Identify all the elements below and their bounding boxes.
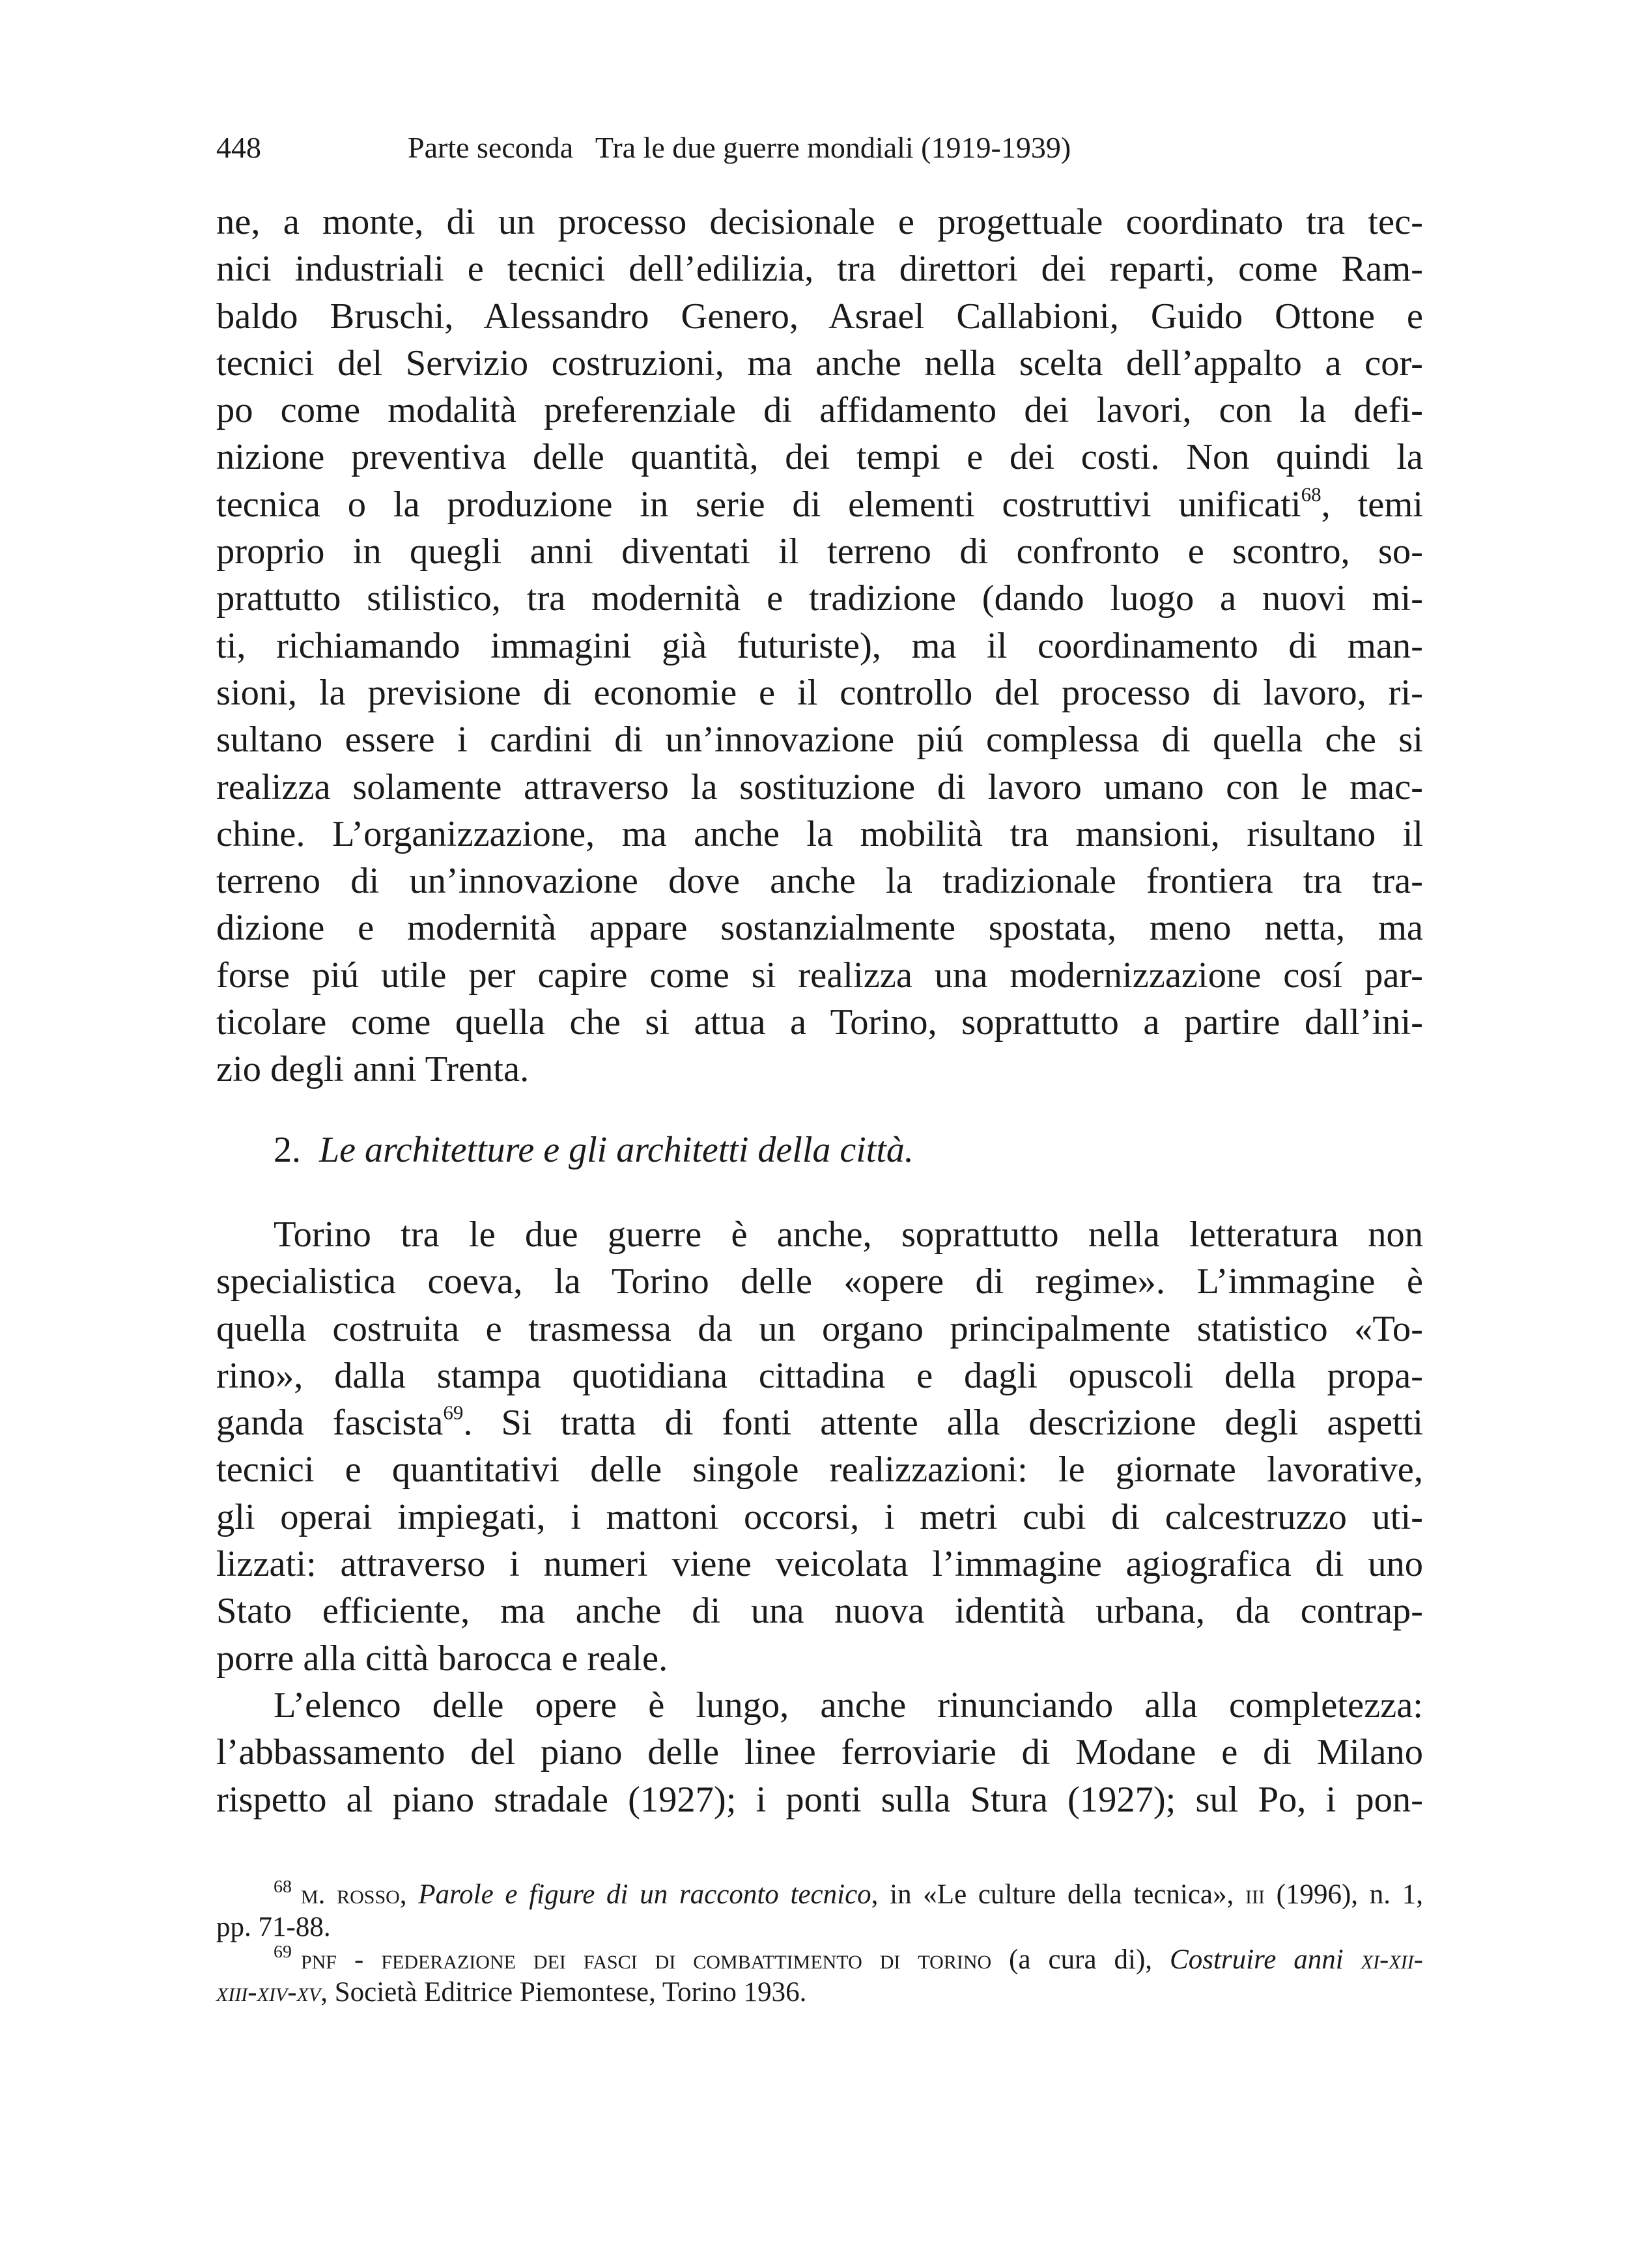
text-line: proprio in quegli anni diventati il terreno di confronto e scontro, so- [216, 531, 1423, 572]
text-line: porre alla città barocca e reale. [216, 1638, 668, 1679]
footnotes [216, 1879, 1423, 2009]
text-line: po come modalità preferenziale di affidamento dei lavori, con la defi- [216, 390, 1423, 431]
text-line: forse piú utile per capire come si realizza una modernizzazione cosí par- [216, 955, 1423, 996]
text-line: quella costruita e trasmessa da un organo principalmente statistico «To- [216, 1308, 1423, 1349]
text-line: Stato efficiente, ma anche di una nuova identità urbana, da contrap- [216, 1591, 1423, 1632]
text-line: baldo Bruschi, Alessandro Genero, Asrael Callabioni, Guido Ottone e [216, 296, 1423, 337]
text-segment: (1996), n. 1, [1264, 1879, 1423, 1910]
text-line: nizione preventiva delle quantità, dei tempi e dei costi. Non quindi la [216, 437, 1423, 478]
text-line: l’abbassamento del piano delle linee ferroviarie di Modane e di Milano [216, 1732, 1423, 1773]
section-number: 2. [274, 1130, 301, 1170]
footnote-title: Costruire anni [1170, 1944, 1361, 1975]
footnote-title: Parole e figure di un racconto tecnico [418, 1879, 871, 1910]
paragraph-1 [216, 199, 1423, 1093]
text-line: dizione e modernità appare sostanzialmente spostata, meno netta, ma [216, 908, 1423, 949]
footnote-68-continuation: pp. 71-88. [216, 1912, 331, 1942]
text-line: gli operai impiegati, i mattoni occorsi, i metri cubi di calcestruzzo uti- [216, 1496, 1423, 1537]
footnote-author: pnf - federazione dei fasci di combattimento di torino [300, 1944, 992, 1975]
text-segment: (a cura di), [991, 1944, 1170, 1975]
paragraph-2 [216, 1211, 1423, 1823]
text-line: terreno di un’innovazione dove anche la tradizionale frontiera tra tra- [216, 861, 1423, 902]
footnote-volume: iii [1245, 1879, 1265, 1910]
text-segment: , [399, 1879, 419, 1910]
page-number: 448 [216, 131, 261, 164]
text-line: nici industriali e tecnici dell’edilizia, tra direttori dei reparti, come Ram- [216, 249, 1423, 290]
text-line: tecnici e quantitativi delle singole realizzazioni: le giornate lavorative, [216, 1449, 1423, 1491]
running-header [216, 125, 1389, 171]
text-line: specialistica coeva, la Torino delle «opere di regime». L’immagine è [216, 1261, 1423, 1302]
footnote-reference: 69 [443, 1401, 464, 1424]
footnote-author: m. rosso [300, 1879, 400, 1910]
footnote-mark: 68 [274, 1877, 292, 1897]
text-line: realizza solamente attraverso la sostituzione di lavoro umano con le mac- [216, 766, 1423, 807]
footnote-reference: 68 [1301, 483, 1321, 506]
section-heading [274, 1127, 914, 1173]
text-line: lizzati: attraverso i numeri viene veicolata l’immagine agiografica di uno [216, 1544, 1423, 1585]
text-line: Torino tra le due guerre è anche, soprattutto nella letteratura non [274, 1214, 1423, 1255]
text-segment: , Società Editrice Piemontese, Torino 1936. [320, 1977, 807, 2008]
text-line: sultano essere i cardini di un’innovazione piú complessa di quella che si [216, 720, 1423, 761]
text-line: ticolare come quella che si attua a Torino, soprattutto a partire dall’ini- [216, 1002, 1423, 1043]
text-line: tecnici del Servizio costruzioni, ma anche nella scelta dell’appalto a cor- [216, 343, 1423, 384]
footnote-69-continuation [216, 1976, 1423, 2009]
text-line [216, 1399, 1423, 1446]
footnote-years: xi-xii- [1361, 1944, 1423, 1975]
text-line: ne, a monte, di un processo decisionale e progettuale coordinato tra tec- [216, 202, 1423, 242]
text-line: rino», dalla stampa quotidiana cittadina e dagli opuscoli della propa- [216, 1355, 1423, 1396]
text-line: L’elenco delle opere è lungo, anche rinunciando alla completezza: [274, 1685, 1423, 1726]
text-line: rispetto al piano stradale (1927); i ponti sulla Stura (1927); sul Po, i pon- [216, 1779, 1423, 1820]
section-title: Le architetture e gli architetti della città. [319, 1130, 914, 1170]
footnote-68 [216, 1879, 1423, 1911]
text-line: zio degli anni Trenta. [216, 1049, 530, 1090]
text-segment: . Si tratta di fonti attente alla descrizione degli aspetti [463, 1403, 1423, 1444]
footnote-years: xiii-xiv-xv [216, 1977, 321, 2008]
text-line: prattutto stilistico, tra modernità e tradizione (dando luogo a nuovi mi- [216, 578, 1423, 619]
footnote-mark: 69 [274, 1942, 292, 1963]
footnote-69 [216, 1944, 1423, 1976]
text-segment: tecnica o la produzione in serie di elementi costruttivi unificati [216, 484, 1301, 525]
text-line: ti, richiamando immagini già futuriste), ma il coordinamento di man- [216, 625, 1423, 666]
running-title: Parte seconda Tra le due guerre mondiali (1919-1939) [408, 131, 1071, 164]
text-line: chine. L’organizzazione, ma anche la mobilità tra mansioni, risultano il [216, 813, 1423, 854]
text-segment: ganda fascista [216, 1403, 444, 1444]
text-line: sioni, la previsione di economie e il controllo del processo di lavoro, ri- [216, 672, 1423, 713]
text-segment: , temi [1321, 484, 1423, 525]
text-segment: , in «Le culture della tecnica», [871, 1879, 1245, 1910]
text-line [216, 481, 1423, 528]
